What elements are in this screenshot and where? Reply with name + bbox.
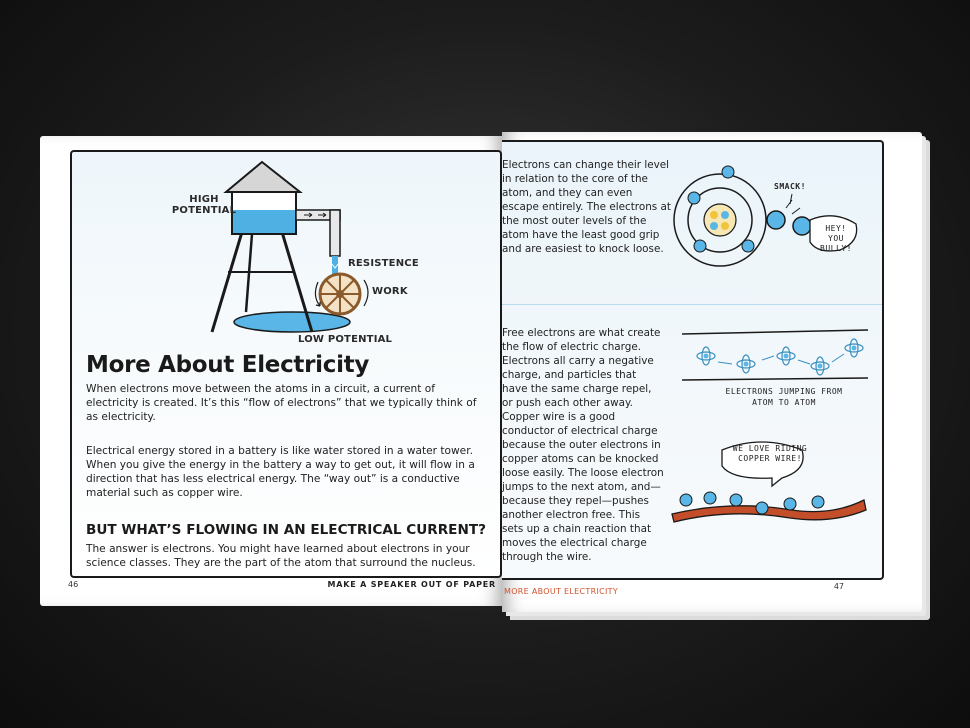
- page-heading: More About Electricity: [86, 352, 370, 378]
- paragraph: The answer is electrons. You might have learned about electrons in your science classes. They are the part of the atom that surround the nucleus.: [86, 543, 476, 569]
- smack-text: SMACK!: [774, 182, 806, 191]
- paragraph: Electrical energy stored in a battery is like water stored in a water tower. When you give the energy in the battery a way to get out, it will flow in a direction that has less electrical energy. The “way out” is a conductive material such as copper wire.: [86, 445, 475, 499]
- resistence-label: RESISTENCE: [348, 258, 419, 269]
- right-page-frame: [502, 140, 884, 591]
- open-book: [40, 130, 932, 620]
- left-page: [40, 136, 502, 606]
- section-divider: [502, 304, 882, 305]
- paragraph: Free electrons are what create the flow of electric charge. Electrons all carry a negative charge, and particles that have the same charge repel, or push each other away. Copper wire is a good conductor of electrical charge because the outer electrons in copper atoms can be knocked loose easily. The loose electron jumps to the next atom, and—because they repel—pushes another electron free. This sets up a chain reaction that moves the electrical charge through the wire.: [502, 327, 664, 563]
- high-potential-label: HIGH POTENTIAL: [171, 194, 237, 216]
- water-tower-illustration: [172, 162, 402, 342]
- atom-illustration: [670, 158, 870, 278]
- paragraph: Electrons can change their level in relation to the core of the atom, and they can even escape entirely. The electrons at the most outer levels of the atom have the least good grip and are easiest to knock loose.: [502, 159, 671, 255]
- running-title: MORE ABOUT ELECTRICITY: [504, 587, 619, 596]
- paragraph: When electrons move between the atoms in a circuit, a current of electricity is created. It’s this “flow of electrons” that we typically think of as electricity.: [86, 383, 477, 423]
- left-page-frame: [70, 150, 502, 578]
- electrons-jumping-illustration: [682, 326, 872, 386]
- page-number: 47: [833, 582, 844, 591]
- work-label: WORK: [372, 286, 408, 297]
- electrons-jumping-caption: ELECTRONS JUMPING FROM ATOM TO ATOM: [725, 387, 843, 407]
- low-potential-label: LOW POTENTIAL: [298, 334, 393, 345]
- running-title: MAKE A SPEAKER OUT OF PAPER: [327, 580, 496, 589]
- bully-speech-bubble: HEY! YOU BULLY!: [820, 224, 852, 253]
- right-page: [502, 132, 922, 612]
- wire-speech-bubble: WE LOVE RIDING COPPER WIRE!: [732, 444, 808, 463]
- section-subheading: BUT WHAT’S FLOWING IN AN ELECTRICAL CURRENT?: [86, 522, 487, 538]
- page-number: 46: [68, 580, 79, 589]
